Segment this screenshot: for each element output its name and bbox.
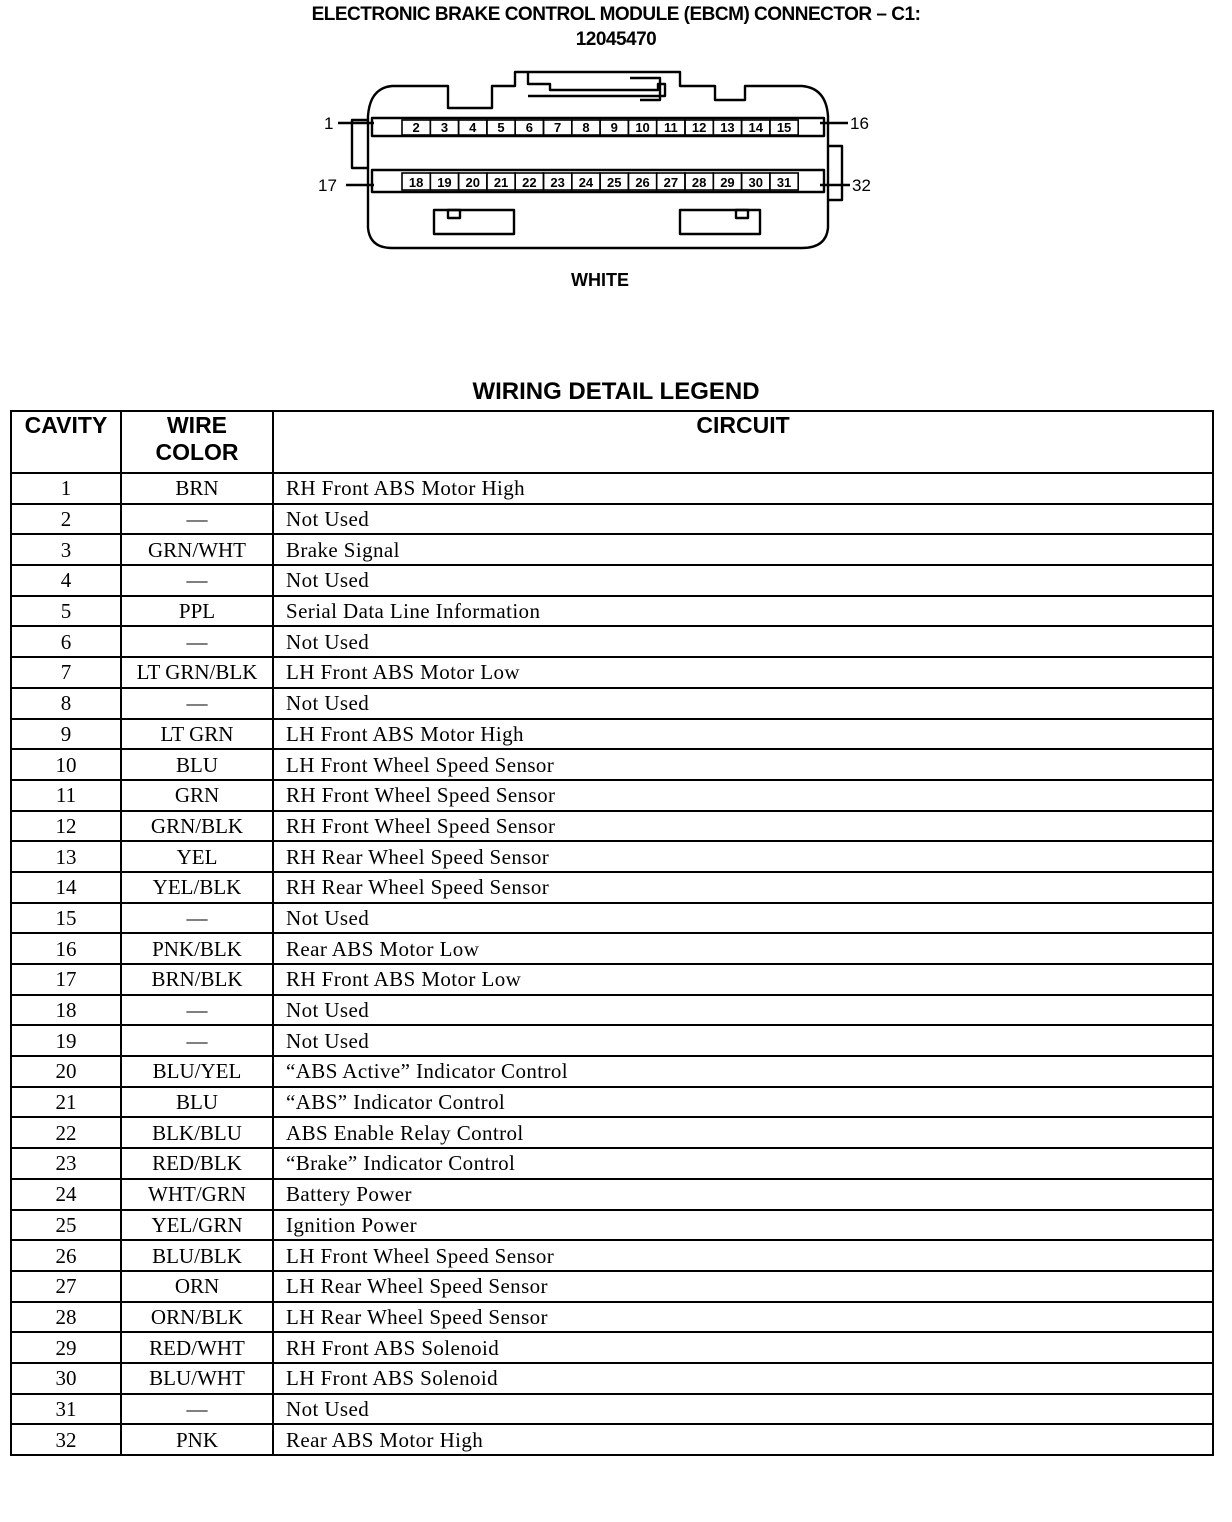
connector-color-label: WHITE <box>571 270 629 290</box>
wire-color-cell: — <box>121 504 273 535</box>
circuit-cell: Serial Data Line Information <box>273 596 1213 627</box>
wire-color-cell: PPL <box>121 596 273 627</box>
cavity-number: 31 <box>776 175 792 190</box>
table-row <box>11 1271 1213 1302</box>
callout-32: 32 <box>852 176 871 195</box>
circuit-cell: RH Rear Wheel Speed Sensor <box>273 872 1213 903</box>
cavity-number: 22 <box>522 175 537 190</box>
table-row <box>11 872 1213 903</box>
cavity-cell: 4 <box>11 565 121 596</box>
cavity-number: 13 <box>720 120 735 135</box>
legend-title: WIRING DETAIL LEGEND <box>472 378 760 405</box>
table-row <box>11 504 1213 535</box>
table-row <box>11 473 1213 504</box>
circuit-cell: Ignition Power <box>273 1210 1213 1241</box>
wire-color-cell: BLU <box>121 1087 273 1118</box>
cavity-cell: 13 <box>11 841 121 872</box>
table-row <box>11 1179 1213 1210</box>
table-row <box>11 1117 1213 1148</box>
cavity-cell: 14 <box>11 872 121 903</box>
wire-color-cell: — <box>121 626 273 657</box>
cavity-cell: 32 <box>11 1424 121 1455</box>
wire-color-cell: BRN <box>121 473 273 504</box>
cavity-number: 23 <box>550 175 565 190</box>
cavity-number: 21 <box>493 175 509 190</box>
cavity-cell: 31 <box>11 1394 121 1425</box>
cavity-number: 7 <box>554 120 562 135</box>
cavity-cell: 5 <box>11 596 121 627</box>
cavity-cell: 15 <box>11 903 121 934</box>
circuit-cell: Brake Signal <box>273 534 1213 565</box>
cavity-cell: 28 <box>11 1302 121 1333</box>
wire-color-cell: LT GRN/BLK <box>121 657 273 688</box>
cavity-cell: 30 <box>11 1363 121 1394</box>
table-row <box>11 1240 1213 1271</box>
wire-color-cell: RED/BLK <box>121 1148 273 1179</box>
cavity-number: 5 <box>497 120 505 135</box>
cavity-cell: 1 <box>11 473 121 504</box>
circuit-cell: Not Used <box>273 995 1213 1026</box>
wire-color-cell: BLU/WHT <box>121 1363 273 1394</box>
cavity-number: 19 <box>437 175 452 190</box>
cavity-cell: 17 <box>11 964 121 995</box>
circuit-cell: RH Front Wheel Speed Sensor <box>273 811 1213 842</box>
cavity-cell: 12 <box>11 811 121 842</box>
wire-color-cell: YEL/GRN <box>121 1210 273 1241</box>
cavity-number: 20 <box>465 175 480 190</box>
cavity-cell: 19 <box>11 1025 121 1056</box>
cavity-cell: 7 <box>11 657 121 688</box>
header-cavity: CAVITY <box>11 411 121 473</box>
table-row <box>11 1148 1213 1179</box>
circuit-cell: LH Front ABS Motor High <box>273 719 1213 750</box>
circuit-cell: “ABS Active” Indicator Control <box>273 1056 1213 1087</box>
wire-color-cell: — <box>121 1025 273 1056</box>
cavity-number: 28 <box>691 175 707 190</box>
circuit-cell: Not Used <box>273 903 1213 934</box>
cavity-number: 24 <box>578 175 594 190</box>
table-row <box>11 1394 1213 1425</box>
cavity-cell: 23 <box>11 1148 121 1179</box>
table-row <box>11 1363 1213 1394</box>
cavity-number: 11 <box>663 120 678 135</box>
cavity-number: 26 <box>635 175 650 190</box>
table-row <box>11 780 1213 811</box>
cavity-cell: 24 <box>11 1179 121 1210</box>
table-row <box>11 1424 1213 1455</box>
wire-color-cell: — <box>121 565 273 596</box>
wire-color-cell: WHT/GRN <box>121 1179 273 1210</box>
wire-color-cell: PNK/BLK <box>121 933 273 964</box>
circuit-cell: RH Rear Wheel Speed Sensor <box>273 841 1213 872</box>
table-row <box>11 1025 1213 1056</box>
circuit-cell: RH Front ABS Solenoid <box>273 1332 1213 1363</box>
cavity-number: 8 <box>582 120 590 135</box>
cavity-cell: 6 <box>11 626 121 657</box>
wire-color-cell: — <box>121 903 273 934</box>
circuit-cell: LH Front ABS Motor Low <box>273 657 1213 688</box>
circuit-cell: ABS Enable Relay Control <box>273 1117 1213 1148</box>
cavity-number: 18 <box>408 175 424 190</box>
wire-color-cell: LT GRN <box>121 719 273 750</box>
callout-16: 16 <box>850 114 869 133</box>
cavity-cell: 20 <box>11 1056 121 1087</box>
cavity-number: 3 <box>440 120 449 135</box>
cavity-number: 10 <box>635 120 650 135</box>
cavity-cell: 26 <box>11 1240 121 1271</box>
table-header-row <box>11 411 1213 473</box>
table-row <box>11 903 1213 934</box>
left-tab <box>352 120 368 168</box>
key-right-notch <box>736 210 748 218</box>
wire-color-cell: — <box>121 688 273 719</box>
cavity-cell: 10 <box>11 749 121 780</box>
wire-color-cell: PNK <box>121 1424 273 1455</box>
circuit-cell: Rear ABS Motor High <box>273 1424 1213 1455</box>
table-row <box>11 811 1213 842</box>
cavity-number: 6 <box>525 120 533 135</box>
wire-color-cell: BLU <box>121 749 273 780</box>
top-row-cavities <box>402 120 798 135</box>
cavity-cell: 22 <box>11 1117 121 1148</box>
table-row <box>11 749 1213 780</box>
wire-color-cell: — <box>121 995 273 1026</box>
wire-color-cell: YEL/BLK <box>121 872 273 903</box>
cavity-cell: 29 <box>11 1332 121 1363</box>
circuit-cell: Not Used <box>273 1025 1213 1056</box>
table-row <box>11 841 1213 872</box>
table-row <box>11 995 1213 1026</box>
circuit-cell: LH Front Wheel Speed Sensor <box>273 749 1213 780</box>
table-row <box>11 1087 1213 1118</box>
circuit-cell: LH Rear Wheel Speed Sensor <box>273 1302 1213 1333</box>
cavity-cell: 2 <box>11 504 121 535</box>
callout-17: 17 <box>318 176 337 195</box>
table-row <box>11 964 1213 995</box>
wire-color-cell: BLK/BLU <box>121 1117 273 1148</box>
circuit-cell: Not Used <box>273 504 1213 535</box>
cavity-number: 29 <box>720 175 735 190</box>
circuit-cell: Not Used <box>273 688 1213 719</box>
wire-color-cell: RED/WHT <box>121 1332 273 1363</box>
cavity-number: 14 <box>748 120 763 135</box>
wire-color-cell: GRN/WHT <box>121 534 273 565</box>
diagram-title: ELECTRONIC BRAKE CONTROL MODULE (EBCM) CONNECTOR – C1: <box>311 4 921 25</box>
table-row <box>11 1302 1213 1333</box>
circuit-cell: LH Front Wheel Speed Sensor <box>273 1240 1213 1271</box>
cavity-cell: 25 <box>11 1210 121 1241</box>
cavity-number: 30 <box>748 175 763 190</box>
circuit-cell: Not Used <box>273 1394 1213 1425</box>
latch-inner <box>528 72 665 96</box>
callout-1: 1 <box>324 114 334 133</box>
circuit-cell: RH Front ABS Motor High <box>273 473 1213 504</box>
table-row <box>11 565 1213 596</box>
circuit-cell: “ABS” Indicator Control <box>273 1087 1213 1118</box>
wire-color-cell: YEL <box>121 841 273 872</box>
cavity-cell: 27 <box>11 1271 121 1302</box>
cavity-number: 9 <box>610 120 618 135</box>
table-row <box>11 657 1213 688</box>
wire-color-cell: GRN <box>121 780 273 811</box>
circuit-cell: RH Front ABS Motor Low <box>273 964 1213 995</box>
wire-color-cell: ORN/BLK <box>121 1302 273 1333</box>
wire-color-cell: BLU/YEL <box>121 1056 273 1087</box>
circuit-cell: LH Rear Wheel Speed Sensor <box>273 1271 1213 1302</box>
key-left-notch <box>448 210 460 218</box>
header-circuit: CIRCUIT <box>273 411 1213 473</box>
circuit-cell: LH Front ABS Solenoid <box>273 1363 1213 1394</box>
table-row <box>11 719 1213 750</box>
table-row <box>11 933 1213 964</box>
wire-color-cell: BLU/BLK <box>121 1240 273 1271</box>
cavity-cell: 16 <box>11 933 121 964</box>
table-row <box>11 1056 1213 1087</box>
wire-color-cell: — <box>121 1394 273 1425</box>
right-tab <box>828 146 842 200</box>
cavity-number: 25 <box>607 175 622 190</box>
wire-color-cell: BRN/BLK <box>121 964 273 995</box>
table-row <box>11 626 1213 657</box>
cavity-number: 12 <box>691 120 707 135</box>
circuit-cell: Battery Power <box>273 1179 1213 1210</box>
circuit-cell: Not Used <box>273 626 1213 657</box>
part-number: 12045470 <box>575 29 657 50</box>
cavity-number: 2 <box>412 120 420 135</box>
cavity-number: 4 <box>469 120 477 135</box>
circuit-cell: Not Used <box>273 565 1213 596</box>
wire-color-cell: GRN/BLK <box>121 811 273 842</box>
cavity-cell: 8 <box>11 688 121 719</box>
cavity-number: 15 <box>776 120 792 135</box>
circuit-cell: “Brake” Indicator Control <box>273 1148 1213 1179</box>
key-left <box>434 210 514 234</box>
bottom-row-cavities <box>402 173 798 190</box>
cavity-cell: 9 <box>11 719 121 750</box>
table-row <box>11 688 1213 719</box>
connector-diagram <box>310 60 910 270</box>
table-row <box>11 1332 1213 1363</box>
circuit-cell: RH Front Wheel Speed Sensor <box>273 780 1213 811</box>
cavity-cell: 18 <box>11 995 121 1026</box>
wire-color-cell: ORN <box>121 1271 273 1302</box>
circuit-cell: Rear ABS Motor Low <box>273 933 1213 964</box>
cavity-cell: 11 <box>11 780 121 811</box>
wiring-legend-table <box>10 410 1214 1456</box>
cavity-cell: 21 <box>11 1087 121 1118</box>
table-row <box>11 596 1213 627</box>
table-row <box>11 1210 1213 1241</box>
header-wire-color: WIRE COLOR <box>121 411 273 473</box>
cavity-cell: 3 <box>11 534 121 565</box>
cavity-number: 27 <box>663 175 679 190</box>
table-row <box>11 534 1213 565</box>
